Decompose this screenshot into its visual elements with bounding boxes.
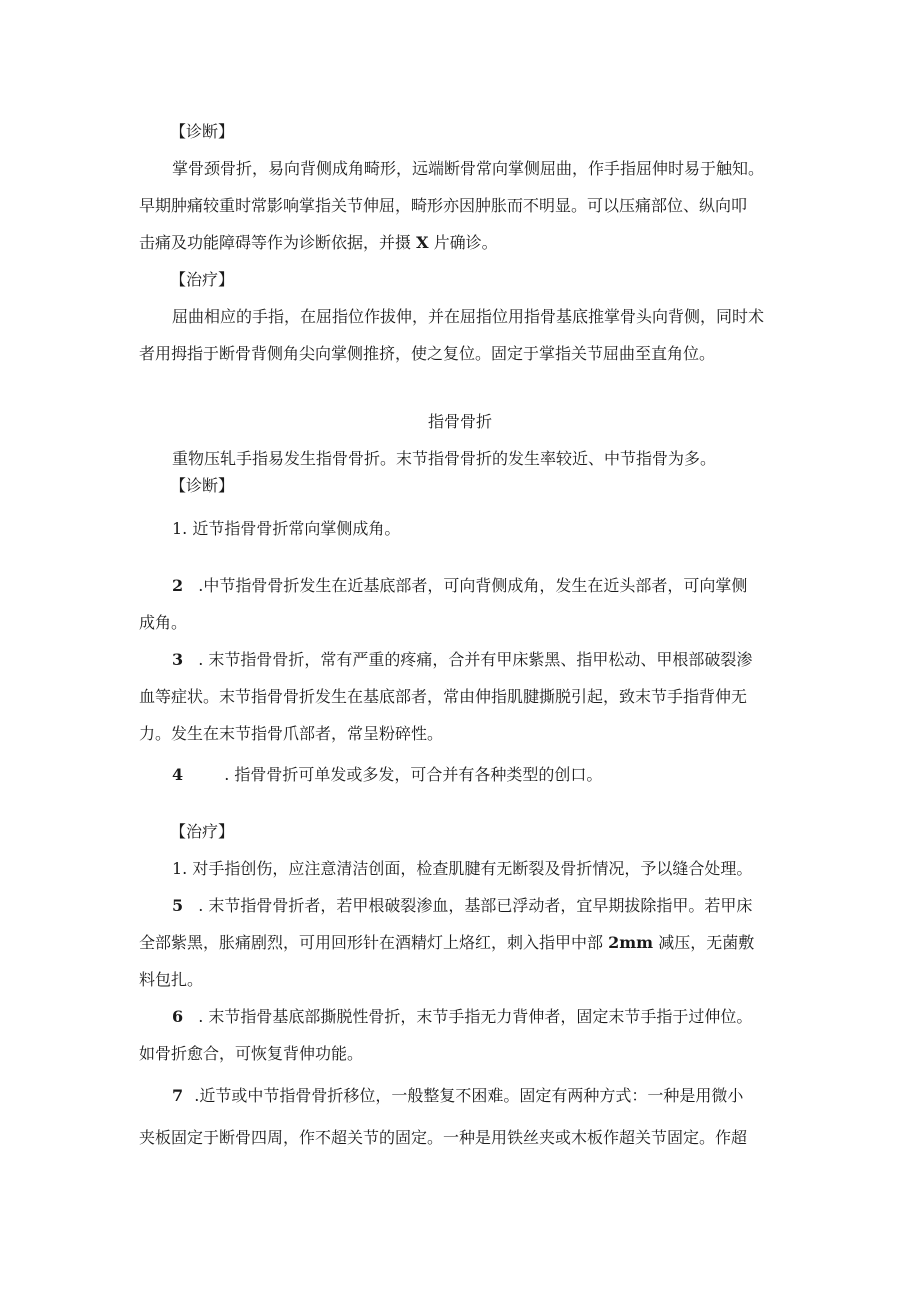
section-intro: 重物压轧手指易发生指骨骨折。末节指骨骨折的发生率较近、中节指骨为多。 [172,449,717,468]
item-text: . 末节指骨基底部撕脱性骨折，末节手指无力背伸者，固定末节手指于过伸位。 [198,1007,753,1026]
heading-diagnosis-1: 【诊断】 [170,122,235,141]
treatment-item-7 [172,1078,743,1114]
diagnosis-item-4 [172,757,602,793]
treatment-item-6 [172,999,752,1035]
item-number: 6 [172,1007,184,1026]
heading-treatment-2: 【治疗】 [170,822,235,841]
item-text: .近节或中节指骨骨折移位，一般整复不困难。固定有两种方式：一种是用微小 [194,1086,744,1105]
treatment-line-1: 屈曲相应的手指，在屈指位作拔伸，并在屈指位用指骨基底推掌骨头向背侧，同时术 [172,307,765,326]
diagnosis-line-3 [139,225,498,261]
item-number: 7 [172,1086,184,1105]
diagnosis-line-2: 早期肿痛较重时常影响掌指关节伸屈，畸形亦因肿胀而不明显。可以压痛部位、纵向叩 [139,196,748,215]
text-c: 减压，无菌敷 [658,933,755,952]
treatment-item-5 [172,888,752,924]
measure-value: 2mm [608,933,654,952]
diagnosis-line-3-text-c: 片确诊。 [433,233,498,252]
diagnosis-item-2 [172,568,747,604]
treatment-item-5-cont-1 [139,925,754,961]
item-text: . 指骨骨折可单发或多发，可合并有各种类型的创口。 [224,765,603,784]
diagnosis-item-2-cont: 成角。 [139,613,188,632]
text-a: 全部紫黑，胀痛剧烈，可用回形针在酒精灯上烙红，刺入指甲中部 [139,933,604,952]
treatment-item-1: 1. 对手指创伤，应注意清洁创面，检查肌腱有无断裂及骨折情况，予以缝合处理。 [172,859,753,878]
treatment-item-5-cont-2: 料包扎。 [139,970,204,989]
item-text: . 末节指骨骨折，常有严重的疼痛，合并有甲床紫黑、指甲松动、甲根部破裂渗 [198,650,753,669]
diagnosis-item-1: 1. 近节指骨骨折常向掌侧成角。 [172,519,401,538]
section-title: 指骨骨折 [427,412,492,431]
treatment-item-7-cont: 夹板固定于断骨四周，作不超关节的固定。一种是用铁丝夹或木板作超关节固定。作超 [139,1128,748,1147]
item-number: 3 [172,650,184,669]
xray-label: X [416,233,429,252]
item-text: .中节指骨骨折发生在近基底部者，可向背侧成角，发生在近头部者，可向掌侧 [198,576,748,595]
heading-diagnosis-2: 【诊断】 [170,476,235,495]
item-number: 5 [172,896,184,915]
treatment-item-6-cont: 如骨折愈合，可恢复背伸功能。 [139,1044,364,1063]
heading-treatment-1: 【治疗】 [170,270,235,289]
item-number: 4 [172,765,184,784]
diagnosis-item-3 [172,642,752,678]
item-number: 2 [172,576,184,595]
diagnosis-item-3-cont-1: 血等症状。末节指骨骨折发生在基底部者，常由伸指肌腱撕脱引起，致末节手指背伸无 [139,687,748,706]
treatment-line-2: 者用拇指于断骨背侧角尖向掌侧推挤，使之复位。固定于掌指关节屈曲至直角位。 [139,344,716,363]
item-text: . 末节指骨骨折者，若甲根破裂渗血，基部已浮动者，宜早期拔除指甲。若甲床 [198,896,753,915]
diagnosis-item-3-cont-2: 力。发生在末节指骨爪部者，常呈粉碎性。 [139,724,444,743]
diagnosis-line-1: 掌骨颈骨折，易向背侧成角畸形，远端断骨常向掌侧屈曲，作手指屈伸时易于触知。 [172,159,765,178]
diagnosis-line-3-text-a: 击痛及功能障碍等作为诊断依据，并摄 [139,233,412,252]
